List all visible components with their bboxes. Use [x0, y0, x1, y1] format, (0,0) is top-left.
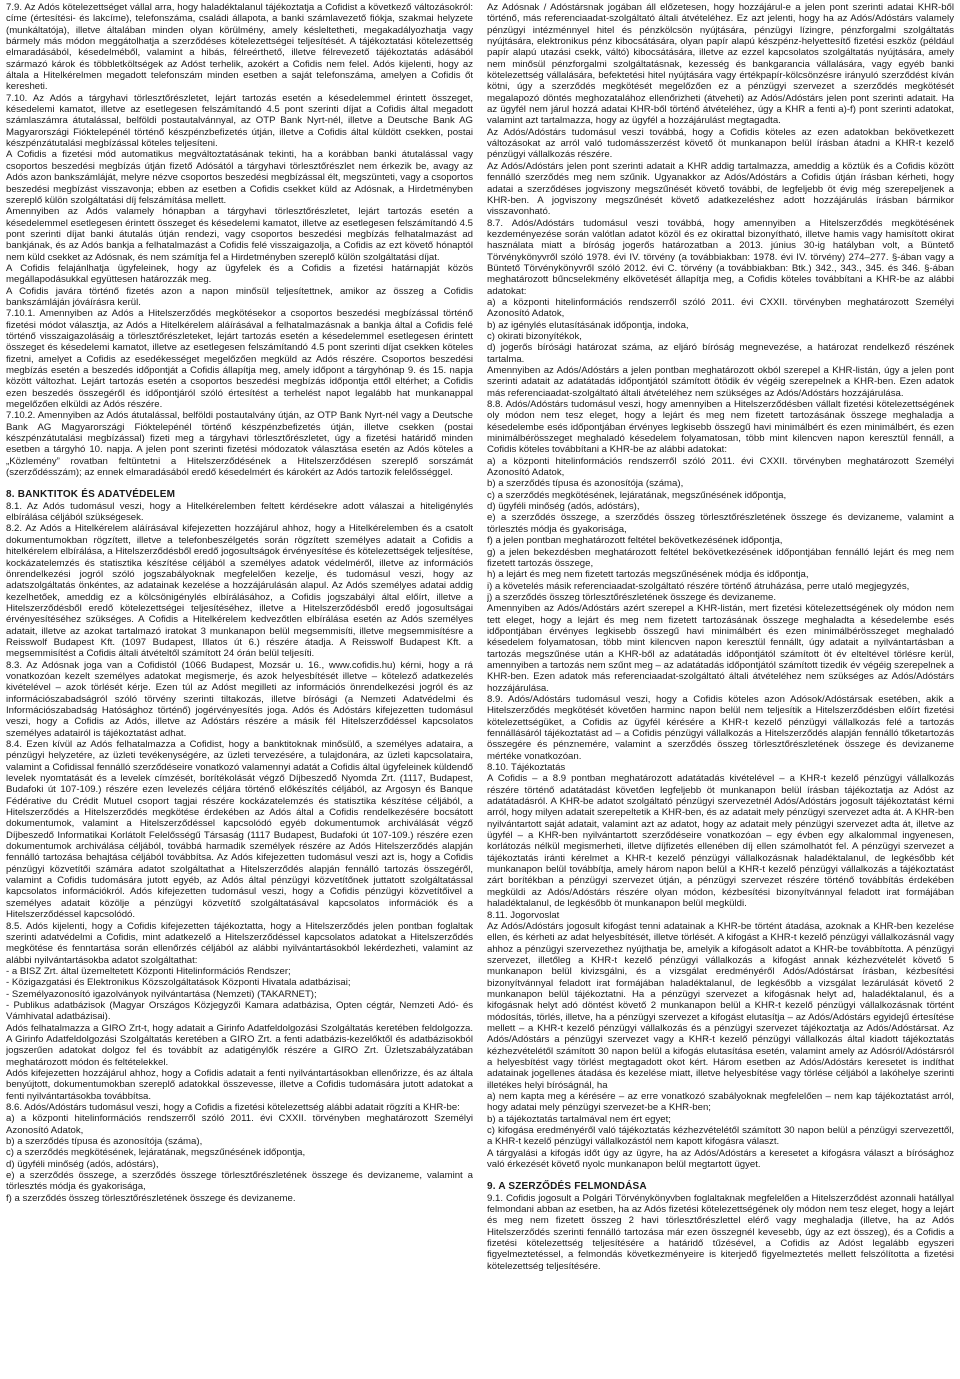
section-8-6: 8.6. Adós/Adóstárs tudomásul veszi, hogy a Cofidis a fizetési kötelezettség alábbi adatait rögzíti a KHR-be: a) a központi hitelinformációs rendszerről szóló 2011. évi CXXII. törvényben meghatározott Személyi Azonosító Adatok, b) a szerződés típusa és azonosítója (száma), c) a szerződés megkötésének, lejáratának, megszűnésének időpontja, d) ügyféli minőség (adós, adóstárs), e) a szerződés összege, a szerződés összege törlesztőrészletének összege és devizaneme, valamint a törlesztés módja és gyakorisága, f) a szerződés összeg törlesztőrészletének összege és devizaneme. [6, 1102, 473, 1204]
spacer [6, 478, 473, 489]
section-8-6-continued: Az Adósnak / Adóstársnak jogában áll előzetesen, hogy hozzájárul-e a jelen pont szerinti adatai KHR-ből történő, más referenciaadat-szolgáltató általi átvételéhez. Ez azt jelenti, hogy ha az Adós/Adóstárs valamely pénzügyi intézménnyel hitel és pénzkölcsön nyújtására, pénzügyi lízingre, pénzforgalmi szolgáltatás nyújtására, elektronikus pénz kibocsátására, olyan papír alapú készpénz-helyettesítő fizetési eszköz (például papír alapú utazási csekk, váltó) kibocsátására, illetve az ezzel kapcsolatos szolgáltatás nyújtására, amely nem minősül pénzforgalmi szolgáltatásnak, kezesség és bankgarancia vállalására, vagy egyéb banki kötelezettség vállalására, befektetési hitel nyújtására vagy értékpapír-kölcsönzésre irányuló szerződést kíván kötni, úgy a szerződés megkötését megelőzően ez a pénzügyi szervezet a szerződés megkötését megalapozó döntés meghozatalához ellenőrizheti (átveheti) az Adós/Adóstárs jelen pont szerinti adatait. Ha az ügyfél nem járul hozzá adatai KHR-ből történő átvételéhez, úgy a KHR a fenti a)-f) pont szerinti adatokat, valamint azt tartalmazza, hogy az ügyfél a hozzájárulást megtagadta. Az Adós/Adóstárs tudomásul veszi továbbá, hogy a Cofidis köteles az ezen adatokban bekövetkezett változásokat az arról való tudomásszerzést követő öt munkanapon belül írásban átadni a KHR-t kezelő pénzügyi vállalkozás részére. Az Adós/Adóstárs jelen pont szerinti adatait a KHR addig tartalmazza, ameddig a köztük és a Cofidis között fennálló szerződés meg nem szűnik. Ugyanakkor az Adós/Adóstárs a Cofidis útján írásban kérheti, hogy adatai a szerződéses jogviszony megszűnését követő további, de legfeljebb öt évig még szerepeljenek a KHR-ben. A jogviszony megszűnését követő adatkezeléshez adott hozzájárulás írásban bármikor visszavonható. [487, 2, 954, 218]
section-8-2: 8.2. Az Adós a Hitelkérelem aláírásával kifejezetten hozzájárul ahhoz, hogy a Hitelkérelemben és a csatolt dokumentumokban rögzített, illetve a telefonbeszélgetés során rögzített személyes adatait a Cofidis a hitelkérelem elbírálása, a Hitelszerződésből eredő jogosultságok érvényesítése és kötelezettségek teljesítése, kockázatelemzés és statisztika készítése céljából a személyes adatok védelméről, illetve az információs önrendelkezési jogról szóló jogszabályoknak megfelelően kezelje, és tudomásul veszi, hogy az adatszolgáltatás önkéntes, az adatainak kezelése a hozzájárulásán alapul. Az Adós személyes adatai addig kezelhetőek, ameddig ez a kölcsönigénylés elbírálásához, a Cofidis jogszabályi által előírt, illetve a Hitelszerződésből eredő kötelezettségei teljesítéséhez, illetve a Hitelszerződésből eredő jogosultságai érvényesítéséhez szükséges. A Cofidis a Hitelkérelem kedvezőtlen elbírálása esetén az Adós személyes adatait, illetve az azokat tartalmazó iratokat 3 munkanapon belül megsemmisíti, illetve megsemmisítésre a Reisswolf Budapest Kft. (1097 Budapest, Illatos út 6.) részére átadja. A Reisswolf Budapest Kft. a megsemmisítést a Cofidis általi átvételtől számított 24 órán belül teljesíti. [6, 523, 473, 660]
heading-banking-secrecy: 8. BANKTITOK ÉS ADATVÉDELEM [6, 489, 176, 501]
section-9-1: 9.1. Cofidis jogosult a Polgári Törvénykönyvben foglaltaknak megfelelően a Hitelszerződést azonnali hatállyal felmondani abban az esetben, ha az Adós fizetési kötelezettségének oly módon nem tesz eleget, hogy a lejárt és meg nem fizetett összeg 2 havi törlesztőrészlettel elérő vagy meghaladja (illetve, ha az Adós Hitelszerződés szerinti fennálló tartozása már ezen összegnél kevesebb, úgy az ezt összeg), és a Cofidis a fizetési kötelezettség teljesítésére a határidő tűzésével, a Cofidis az Adóst legalább egyszeri figyelmeztetéssel, a felmondás következményeire is kiterjedő figyelmeztetés mellett felszólította a fizetési kötelezettség teljesítésére. [487, 1192, 954, 1272]
section-8-7: 8.7. Adós/Adóstárs tudomásul veszi továbbá, hogy amennyiben a Hitelszerződés megkötésének kezdeményezése során valótlan adatot közöl és ez okirattal bizonyítható, illetve hamis vagy hamisított okirat használata miatt a bíróság jogerős határozatban a 2013. június 30-ig hatályban volt, a Büntető Törvénykönyvről szóló 1978. évi IV. törvény (a továbbiakban: 1978. évi IV. törvény) 274–277. §-ában vagy a Büntető Törvénykönyvről szóló 2012. évi C. törvény (a továbbiakban: Btk.) 342., 343., 345. és 346. §-ában meghatározott bűncselekmény elkövetését állapítja meg, a Cofidis köteles továbbítani a KHR-be az alábbi adatokat: a) a központi hitelinformációs rendszerről szóló 2011. évi CXXII. törvényben meghatározott Személyi Azonosító Adatok, b) az igénylés elutasításának időpontja, indoka, c) okirati bizonyítékok, d) jogerős bírósági határozat száma, az eljáró bíróság megnevezése, a határozat rendelkező részének tartalma. Amennyiben az Adós/Adóstárs a jelen pontban meghatározott okból szerepel a KHR-listán, úgy a jelen pont szerinti adatait az adatátadás időpontjától számított ötödik év végéig szerepelnek a KHR-ben. Ezen adatok más referenciaadat-szolgáltató általi átvételéhez nem szükséges az Adós/Adóstárs hozzájárulása. [487, 217, 954, 399]
section-8-3: 8.3. Az Adósnak joga van a Cofidistól (1066 Budapest, Mozsár u. 16., www.cofidis.hu) kérni, hogy a rá vonatkozóan kezelt személyes adatokat megismerje, és azok helyesbítését illetve – kötelező adatkezelés kivételével – azok törlését kérje. Ezen túl az Adóst megilleti az információs önrendelkezési jogról és az információszabadságról szóló törvény szerinti tiltakozás, illetve bírósági (a Nemzeti Adatvédelmi és Információszabadság Hatósághoz történő) jogérvényesítés joga. Adós és Adóstárs kifejezetten tudomásul veszi, hogy a Cofidis az Adós, illetve az Adóstárs részére a másik fél Hitelszerződéssel kapcsolatos személyes adatairól is tájékoztatást adhat. [6, 659, 473, 739]
section-8-4: 8.4. Ezen kívül az Adós felhatalmazza a Cofidist, hogy a banktitoknak minősülő, a személyes adataira, a pénzügyi helyzetére, az üzleti tevékenységére, az üzleti tervezésére, a tulajdonára, az üzleti kapcsolataira, valamint a Cofidissal fennálló szerződéseire vonatkozó valamennyi adatát a Cofidis által ügyfeleinek küldendő levelek nyomtatását és a levelek címzését, borítékolását végző Díjbeszedő Nyomda Zrt. (1117, Budapest, Budafoki út 107-109.) részére ezen levelezés céljára történő előkészítés céljából, az Argosyn és Banque Fédérative du Crédit Mutuel csoport tagjai részére kockázatelemzés és statisztika készítése céljából, a Hitelszerződés a Hitelszerződés megkötése érdekében az Adós által a Cofidis rendelkezésére bocsátott dokumentumok, valamint a Hitelszerződéssel kapcsolódó egyéb dokumentumok archiválását végző Díjbeszedő Informatikai Korlátolt Felelősségű Társaság (1117 Budapest, Budafoki út 107-109.) részére ezen dokumentumok archiválása céljából, továbbá harmadik személyek részére az Adós Hitelszerződés alapján fennálló tartozása behajtása céljából továbbítsa. Az Adós kifejezetten tudomásul veszi azt is, hogy a Cofidis pénzügyi közvetítői számára adatot szolgáltathat a Hitelszerződés alapján fennálló tartozás összegéről, valamint a Cofidis tudomására jutott egyéb, az Adós által pénzügyi közvetítőnek juttatott szolgáltatással kapcsolatos információkról. Adós kifejezetten tudomásul veszi, hogy a Cofidis pénzügyi közvetítőivel a személyes adatait közölje a pénzügyi közvetítő szolgáltatásával kapcsolatos információk és a Hitelszerződéssel kapcsolódó. [6, 739, 473, 921]
section-8-11: 8.11. Jogorvoslat Az Adós/Adóstárs jogosult kifogást tenni adatainak a KHR-be történt átadása, azoknak a KHR-ben kezelése ellen, és kérheti az adat helyesbítését, illetve törlését. A kifogást a KHR-t kezelő pénzügyi vállalkozásnál vagy ahhoz a pénzügyi szervezethez nyújthatja be, amelyik a kifogásolt adatot a KHR-be továbbította. A pénzügyi szervezet, illetőleg a KHR-t kezelő pénzügyi vállalkozás a kifogást annak kézhezvételét követő 5 munkanapon belül kivizsgálni, és a vizsgálat eredményéről Adós/Adóstársat írásban, kézbesítési bizonyítvánnyal feladott irat formájában haladéktalanul, de legkésőbb a vizsgálat lezárulását követő 2 munkanapon belül tájékoztatni. Ha a pénzügyi szervezet a kifogásnak helyt ad, haladéktalanul, és a kifogásnak helyt adó döntést követő 2 munkanapon belül a KHR-t kezelő pénzügyi vállalkozásnak történt módosítás, törlés, illetve, ha a pénzügyi szervezet a kifogást elutasítja – az Adós/Adóstárs egyidejű értesítése mellett – a KHR-t kezelő pénzügyi vállalkozás és a pénzügyi szervezet tájékoztatja az Adós/Adóstársat. Az Adós/Adóstárs a pénzügyi szervezet vagy a KHR-t kezelő pénzügyi vállalkozás által kiadott tájékoztatás kézhezvételétől számított 30 napon belül a kifogás elutasítása esetén, valamint amely az Adósról/Adóstársról a helyesbítést vagy törlést megtagadott okot kért. Három esetben az Adós/Adóstárs keresetet is indíthat adatainak jogellenes átadása és kezelése miatt, illetve helyesbítése vagy törlése céljából a lakóhelye szerinti illetékes helyi bíróságnál, ha a) nem kapta meg a kérésére – az erre vonatkozó szabályoknak megfelelően – nem kap tájékoztatást arról, hogy adatai mely pénzügyi szervezet-be a KHR-ben; b) a tájékoztatás tartalmával nem ért egyet; c) kifogása eredményéről való tájékoztatás kézhezvételétől számított 30 napon belül a pénzügyi szervezettől, a KHR-t kezelő pénzügyi vállalkozástól nem kapott kifogásra választ. A tárgyalási a kifogás időt úgy az ügyre, ha az Adós/Adóstárs a keresetet a kifogásra választ a bírósághoz való érkezését követő nyolc munkanapon belül megtartott ügyet. [487, 909, 954, 1171]
section-8-10: 8.10. Tájékoztatás A Cofidis – a 8.9 pontban meghatározott adatátadás kivételével – a KHR-t kezelő pénzügyi vállalkozás részére történő adatátadást követően legfeljebb öt munkanapon belül írásban tájékoztatja az Adóst az adatátadásról. A KHR-be adatot szolgáltató pénzügyi szervezetnél Adós/Adóstárs jogosult tájékoztatást kérni arról, hogy milyen adatait szerepeltetik a KHR-ben, és az adatait mely pénzügyi szervezet adta át. A KHR-ben nyilvántartott saját adatait, valamint azt az adatot, hogy az adatait mely pénzügyi szervezet adta át, illetve az ügyfél – a KHR-ben nyilvántartott szerződéseire vonatkozóan – egy évben egy alkalommal ingyenesen, korlátozás nélkül megismerheti, illetve díjfizetés ellenében díj ellen számolhatót fel. A pénzügyi szervezet a tájékoztatás iránti kérelmet a KHR-t kezelő pénzügyi vállalkozásnak haladéktalanul, de legkésőbb két munkanapon belül továbbítja, amely három napon belül a KHR-t kezelő pénzügyi vállalkozás a tájékoztatást zárt borítékban a pénzügyi szervezet útján, a pénzügyi szervezet részére történő továbbítás érdekében megküldi az Adós/Adóstárs részére olyan módon, kézbesítési bizonyítvánnyal feladott irat formájában haladéktalanul, de legkésőbb öt munkanapon belül megküldi. [487, 762, 954, 910]
section-7-9: 7.9. Az Adós kötelezettséget vállal arra, hogy haladéktalanul tájékoztatja a Cofidist a következő változásokról: címe (értesítési- és lakcíme), telefonszáma, családi állapota, a banki számlavezető fiókja, szakmai helyzete (munkáltatója), illetve általában minden olyan körülmény, amely késleltetheti, megakadályozhatja vagy bármely más módon meggátolhatja a szerződéses kötelezettségei teljesítését. A tájékoztatási kötelezettség elmaradásából, késedelméből, valamint a hibás, félreérthető, illetve félrevezető tájékoztatás adásából származó károk és többletköltségek az Adóst terhelik, azokért a Cofidis nem felel. Adós kijelenti, hogy az általa a Hitelkérelmen megadott telefonszám minden esetben a saját telefonszáma, amelyen a Cofidis őt keresheti. [6, 2, 473, 93]
section-8-8: 8.8. Adós/Adóstárs tudomásul veszi, hogy amennyiben a Hitelszerződésben vállalt fizetési kötelezettségének oly módon nem tesz eleget, hogy a lejárt és meg nem fizetett tartozásának összege meghaladja a késedelembe esés időpontjában érvényes legkisebb összegű havi minimálbért és ezen minimálbért, és ezen minimálbérösszeget meghaladó késedelem folyamatosan, több mint kilencven napon keresztül fennáll, a Cofidis köteles továbbítani a KHR-be az alábbi adatokat: a) a központi hitelinformációs rendszerről szóló 2011. évi CXXII. törvényben meghatározott Személyi Azonosító Adatok, b) a szerződés típusa és azonosítója (száma), c) a szerződés megkötésének, lejáratának, megszűnésének időpontja, d) ügyféli minőség (adós, adóstárs), e) a szerződés összege, a szerződés összeg törlesztőrészletének összege és devizaneme, valamint a törlesztés módja és gyakorisága, f) a jelen pontban meghatározott feltétel bekövetkezésének időpontja, g) a jelen bekezdésben meghatározott feltétel bekövetkezésének időpontjában fennálló lejárt és meg nem fizetett tartozás összege, h) a lejárt és meg nem fizetett tartozás megszűnésének módja és időpontja, i) a követelés másik referenciaadat-szolgáltató részére történő átruházása, perre utaló megjegyzés, j) a szerződés összeg törlesztőrészletének összege és devizaneme. Amennyiben az Adós/Adóstárs azért szerepel a KHR-listán, mert fizetési kötelezettségének oly módon nem tett eleget, hogy a lejárt és meg nem fizetett tartozásának összege meghaladta a késedelembe esés időpontjában érvényes legkisebb összegű havi minimálbért és ezen minimálbérösszeget meghaladó késedelem folyamatosan, több mint kilencven napon keresztül fennállt, úgy adatait a nyilvántartásban a tartozás megszűnése után a KHR-ből az adatátadás időpontjától számított öt év elteltével törlésre kerül, amennyiben a tartozás nem szűnt meg – az adatátadás időpontjától számított tizedik év végéig szerepelnek a KHR-ben. Ezen adatok más referenciaadat-szolgáltató általi átvételéhez nem szükséges az Adós/Adóstárs hozzájárulása. [487, 399, 954, 694]
left-column [6, 2, 473, 1379]
section-7-10-1: 7.10.1. Amennyiben az Adós a Hitelszerződés megkötésekor a csoportos beszedési megbízással történő fizetési módot választja, az Adós a Hitelkérelem aláírásával a felhatalmazásnak a bankja által a Cofidis felé történő visszaigazolásáig a törlesztőrészleteket, lejárt tartozás esetén a késedelemmel esetlegesen érintett összeget és késedelemi kamatot, illetve az esetlegesen felszámítandó 4.5 pont szerinti díjat csekken köteles fizetni, amelyet a Cofidis az esedékességet megelőzően megküld az Adós részére. Csoportos beszedési megbízás esetén a beszedés időpontját a Cofidis állapítja meg, amely időpont a tárgyhónap 9. és 15. napja között változhat. Lejárt tartozás esetén a csoportos beszedési megbízás időpontja ettől eltérhet; a Cofidis ezen beszedés összegéről és időpontjáról szóló értesítést a terhelést napot legalább hat munkanappal megelőzően elküldi az Adós részére. [6, 308, 473, 411]
section-7-10: 7.10. Az Adós a tárgyhavi törlesztőrészletet, lejárt tartozás esetén a késedelemmel érintett összeget, késedelemi kamatot, illetve az esetlegesen felszámítandó 4.5 pont szerinti díjat a Cofidis által megadott számlaszámra átutalással, belföldi postautalvánnyal, az OTP Bank Nyrt-nél, illetve a Deutsche Bank AG Magyarországi Fióktelepénél történő készpénzbefizetés útján, illetve a Cofidis által küldött csekken, postai készpénzátutalási megbízással köteles teljesíteni. A Cofidis a fizetési mód automatikus megváltoztatásának tekinti, ha a korábban banki átutalással vagy csoportos beszedési megbízás útján fizető Adósától a tárgyhavi törlesztőrészlet nem érkezik be, avagy az Adós azon bankszámláját, melyre nézve csoportos beszedési megbízással élt, megszünteti, vagy a csoportos beszedési megbízást visszavonja; ebben az esetben a Cofidis csekket küld az Adósnak, a Hirdetményben szereplő külön szolgáltatási díj felszámítása mellett. Amennyiben az Adós valamely hónapban a tárgyhavi törlesztőrészletet, lejárt tartozás esetén a késedelemmel esetlegesen érintett összeget és késedelemi kamatot, illetve az esetlegesen felszámítandó 4.5 pont szerinti díjat banki átutalás útján rendezi, vagy csoportos beszedési megbízás felhatalmazást ad bankjának, és az Adós bankja a felhatalmazást a Cofidis felé visszaigazolja, a Cofidis az ezt követő hónaptól nem küld csekket az Adósnak, és nem számítja fel a Hirdetményben szereplő külön szolgáltatási díjat. A Cofidis felajánlhatja ügyfeleinek, hogy az ügyfelek és a Cofidis a fizetési határnapját közös megállapodásukkal együttesen határozzák meg. A Cofidis javára történő fizetés azon a napon minősül teljesítettnek, amikor az összeg a Cofidis bankszámláján jóváírásra kerül. [6, 92, 473, 308]
right-column [487, 2, 954, 1379]
section-8-1: 8.1. Az Adós tudomásul veszi, hogy a Hitelkérelemben feltett kérdésekre adott válaszai a hiteligénylés elbírálása céljából szükségesek. [6, 500, 473, 524]
section-8-9: 8.9. Adós/Adóstárs tudomásul veszi, hogy a Cofidis köteles azon Adósok/Adóstársak esetében, akik a Hitelszerződés megkötését követően harminc napon belül nem teljesítik a Hitelszerződésben előírt fizetési kötelezettségüket, a Cofidis az ügyfél kérésére a KHR-t kezelő pénzügyi vállalkozás felé a tartozás fennállásáról tájékoztatást ad – a Cofidis pénzügyi vállalkozás a Hitelszerződés alapján fennálló tőketartozás összegére és pénznemére, valamint a szerződés összeg törlesztőrészletének összege és devizaneme mértéke vonatkozóan. [487, 693, 954, 762]
section-7-10-2: 7.10.2. Amennyiben az Adós átutalással, belföldi postautalvány útján, az OTP Bank Nyrt-nél vagy a Deutsche Bank AG Magyarországi Fióktelepénél történő készpénzbefizetés útján, illetve csekken (postai készpénzátutalási megbízással) fizeti meg a tárgyhavi törlesztőrészletet, úgy a fizetési határidő minden esetben a tárgyhó 10. napja. A jelen pont szerinti fizetési módozatok választása esetén az Adós köteles a „Közlemény” rovatban feltüntetni a Hitelszerződésének a Hitelszerződésen szereplő sorszámát (szerződésszám); az ennek elmaradásából eredő késedelmért és károkért az Adós tartozik felelősséggel. [6, 410, 473, 479]
heading-termination: 9. A SZERZŐDÉS FELMONDÁSA [487, 1181, 647, 1193]
spacer [487, 1170, 954, 1181]
section-8-5: 8.5. Adós kijelenti, hogy a Cofidis kifejezetten tájékoztatta, hogy a Hitelszerződés jelen pontban foglaltak szerinti adatvédelmi a Cofidis, mint adatkezelő a Hitelszerződéssel kapcsolatos adatokat a Hitelszerződés megkötése és fenntartása során ellenőrzés céljából az alábbi nyilvántartásokból lekérdezheti, valamint az alábbi nyilvántartásokba adatot szolgáltathat: - a BISZ Zrt. által üzemeltetett Központi Hitelinformációs Rendszer; - Közigazgatási és Elektronikus Közszolgáltatások Központi Hivatala adatbázisai; - Személyazonosító igazolványok nyilvántartása (Nemzeti) (TAKARNET); - Publikus adatbázisok (Magyar Országos Közjegyzői Kamara adatbázisa, Opten cégtár, Nemzeti Adó- és Vámhivatal adatbázisai). Adós felhatalmazza a GIRO Zrt-t, hogy adatait a Girinfo Adatfeldolgozási Szolgáltatás keretében feldolgozza. A Girinfo Adatfeldolgozási Szolgáltatás keretében a GIRO Zrt. a fenti adatbázis-kezelőktől és adatbázisokból jogszerűen adatokat dolgoz fel és továbbít az adatigénylők részére a GIRO Zrt. Üzletszabályzatában meghatározott módon és feltételekkel. Adós kifejezetten hozzájárul ahhoz, hogy a Cofidis adatait a fenti nyilvántartásokban ellenőrizze, és az általa benyújtott, dokumentumokban szereplő adatokkal összevesse, illetve a Cofidis tudomására jutott adatokat a fenti nyilvántartásokba továbbítsa. [6, 920, 473, 1102]
